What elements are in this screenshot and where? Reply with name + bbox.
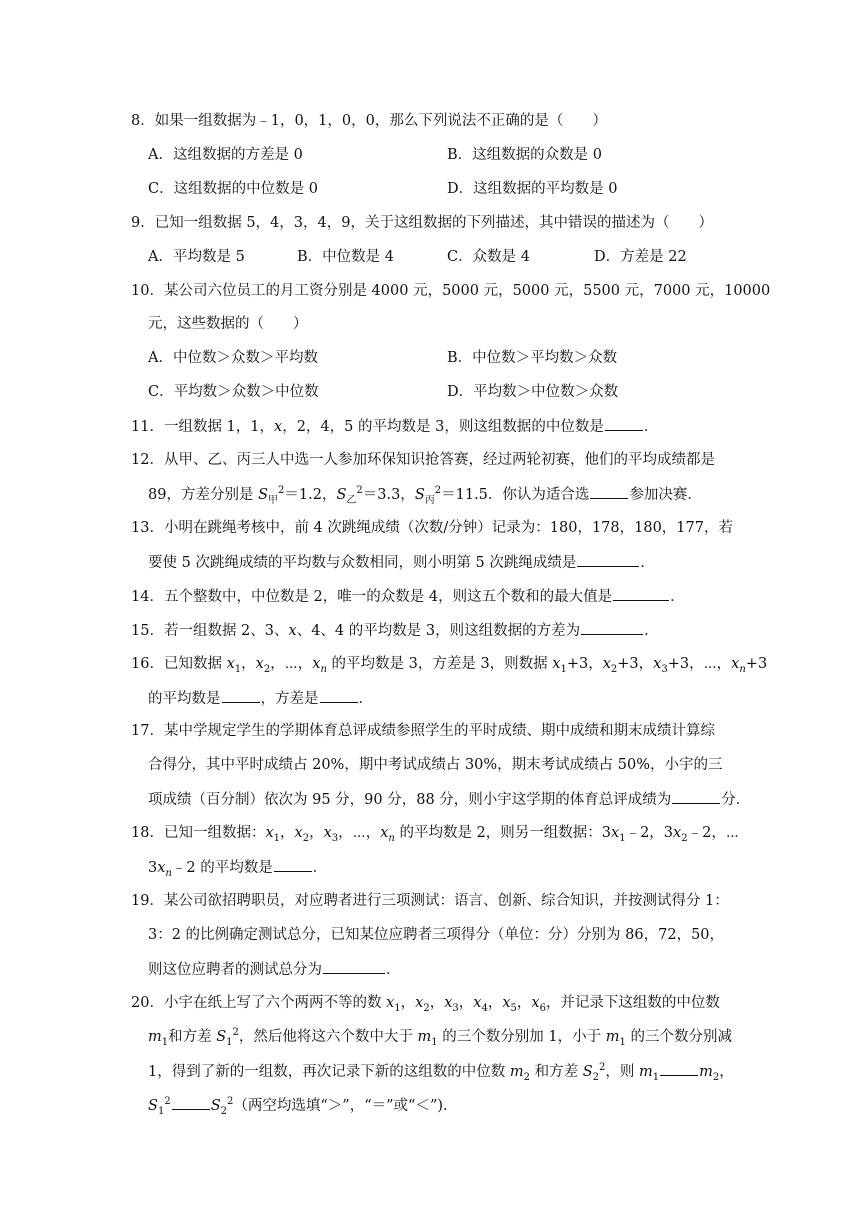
- question-8: [131, 111, 731, 131]
- question-16-line2: 的平均数是 ，方差是 ．: [148, 688, 738, 709]
- q9-option-b: B．中位数是 4: [297, 249, 394, 265]
- question-19-line1: 19．某公司欲招聘职员，对应聘者进行三项测试：语言、创新、综合知识，并按测试得分 1：: [131, 893, 729, 909]
- question-18-line1: 18．已知一组数据：$x_1$，$x_2$，$x_3$，⋯，$x_n$ 的平均数是 2，则另一组数据：$3x_1﹣2$，$3x_2﹣2$，⋯: [131, 825, 739, 844]
- q8-option-a: A．这组数据的方差是 0: [148, 147, 303, 163]
- q8-option-d: D．这组数据的平均数是 0: [447, 181, 618, 197]
- q10-option-d: D．平均数＞中位数＞众数: [447, 384, 619, 400]
- question-20-line1: 20．小宇在纸上写了六个两两不等的数 $x_1$，$x_2$，$x_3$，$x_4$，$x_5$，$x_6$，并记录下这组数的中位数: [131, 995, 720, 1014]
- question-17-line1: 17．某中学规定学生的学期体育总评成绩参照学生的平时成绩、期中成绩和期末成绩计算综: [131, 723, 715, 739]
- q8-option-b: B．这组数据的众数是 0: [447, 147, 602, 163]
- question-20-line3: 1，得到了新的一组数，再次记录下新的这组数的中位数 $m_2$ 和方差 $S_2^2$，则 $m_1$ $m_2$，: [148, 1062, 734, 1083]
- question-14: 14．五个整数中，中位数是 2，唯一的众数是 4，则这五个数和的最大值是 ．: [131, 586, 731, 607]
- answer-blank[interactable]: [323, 959, 385, 974]
- q9-option-a: A．平均数是 5: [148, 249, 245, 265]
- question-12-line2: 89，方差分别是 $S_甲^2=1.2$，$S_乙^2=3.3$，$S_丙^2=11.5$．你认为适合选 参加决赛．: [148, 485, 702, 506]
- answer-blank[interactable]: [320, 688, 358, 703]
- question-8-stem: 8．如果一组数据为﹣1，0，1，0，0，那么下列说法不正确的是（ ）: [131, 113, 607, 129]
- answer-blank[interactable]: [613, 586, 669, 601]
- q8-option-c: C．这组数据的中位数是 0: [148, 181, 318, 197]
- answer-blank[interactable]: [605, 416, 643, 431]
- question-15: 15．若一组数据 2、3、x、4、4 的平均数是 3，则这组数据的方差为 ．: [131, 620, 731, 641]
- question-20-line2: $m_1$和方差 $S_1^2$，然后他将这六个数中大于 $m_1$ 的三个数分别加 1，小于 $m_1$ 的三个数分别减: [148, 1027, 732, 1048]
- question-17-line2: 合得分，其中平时成绩占 20%，期中考试成绩占 30%，期末考试成绩占 50%，小宇的三: [148, 757, 723, 773]
- answer-blank[interactable]: [172, 1095, 210, 1110]
- question-17-line3: 项成绩（百分制）依次为 95 分，90 分，88 分，则小宇这学期的体育总评成绩为 分．: [148, 789, 738, 810]
- answer-blank[interactable]: [222, 688, 260, 703]
- answer-blank[interactable]: [577, 552, 639, 567]
- q9-option-d: D．方差是 22: [594, 249, 687, 265]
- question-10-line2: 元，这些数据的（ ）: [148, 316, 308, 332]
- answer-blank[interactable]: [274, 857, 312, 872]
- q10-option-c: C．平均数＞众数＞中位数: [148, 384, 319, 400]
- answer-blank[interactable]: [590, 484, 628, 499]
- q9-option-c: C．众数是 4: [447, 249, 530, 265]
- question-13-line2: 要使 5 次跳绳成绩的平均数与众数相同，则小明第 5 次跳绳成绩是 ．: [148, 552, 738, 573]
- question-19-line3: 则这位应聘者的测试总分为 ．: [148, 959, 738, 980]
- question-13-line1: 13．小明在跳绳考核中，前 4 次跳绳成绩（次数/分钟）记录为：180，178，180，177，若: [131, 520, 733, 536]
- question-20-line4: $S_1^2$ $S_2^2$（两空均选填“＞”，“＝”或“＜”)．: [148, 1096, 458, 1117]
- answer-blank[interactable]: [581, 620, 643, 635]
- question-19-line2: 3：2 的比例确定测试总分，已知某位应聘者三项得分（单位：分）分别为 86，72，50，: [148, 927, 725, 943]
- question-9: [131, 213, 731, 233]
- question-9-stem: 9．已知一组数据 5，4，3，4，9，关于这组数据的下列描述，其中错误的描述为（ ）: [131, 215, 713, 231]
- q10-option-a: A．中位数＞众数＞平均数: [148, 350, 318, 366]
- question-11: 11．一组数据 1，1，x，2，4，5 的平均数是 3，则这组数据的中位数是 ．: [131, 416, 731, 437]
- question-18-line2: $3x_n﹣2$ 的平均数是 ．: [148, 857, 738, 878]
- question-10-line1: 10．某公司六位员工的月工资分别是 4000 元，5000 元，5000 元，5500 元，7000 元，10000: [131, 283, 771, 299]
- question-12-line1: 12．从甲、乙、丙三人中选一人参加环保知识抢答赛，经过两轮初赛，他们的平均成绩都是: [131, 452, 715, 468]
- answer-blank[interactable]: [672, 789, 720, 804]
- q10-option-b: B．中位数＞平均数＞众数: [447, 350, 618, 366]
- question-16-line1: 16．已知数据 $x_1$，$x_2$，⋯，$x_n$ 的平均数是 3，方差是 3，则数据 $x_1+3$，$x_2+3$，$x_3+3$，⋯，$x_n+3$: [131, 656, 768, 675]
- answer-blank[interactable]: [660, 1061, 698, 1076]
